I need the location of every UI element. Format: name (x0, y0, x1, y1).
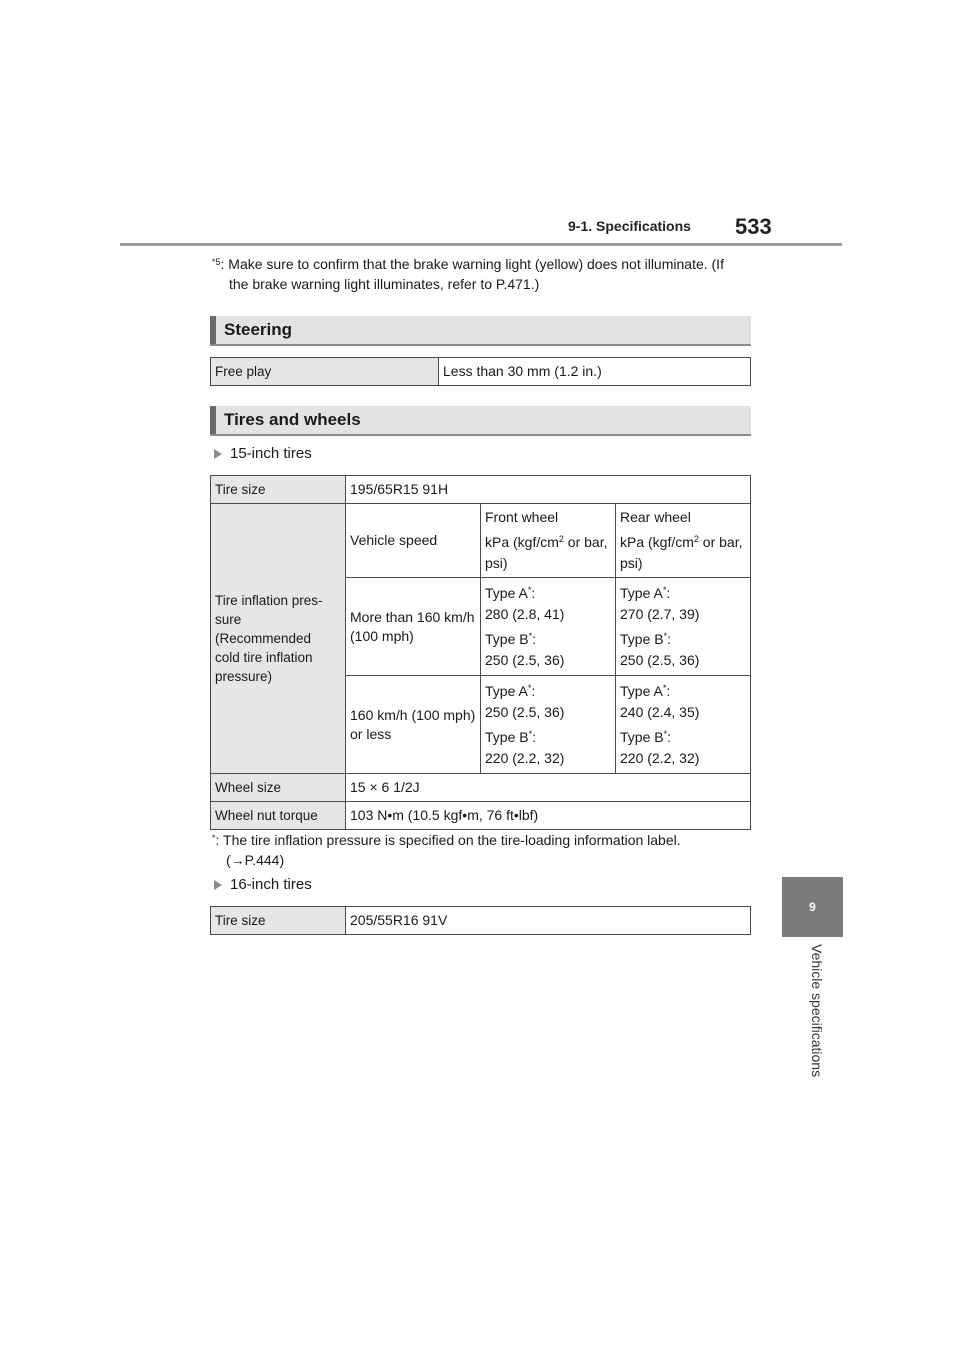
high-front-values: Type A*: 280 (2.8, 41) Type B*: 250 (2.5, 36) (481, 578, 616, 676)
steering-table (210, 357, 751, 386)
note-5 (212, 254, 752, 294)
wheel-size-label: Wheel size (211, 774, 346, 802)
speed-high: More than 160 km/h (100 mph) (346, 578, 481, 676)
tires-title: Tires and wheels (224, 410, 361, 429)
tires-16-table (210, 906, 751, 935)
note-text-2: the brake warning light illuminates, refer to P.471.) (229, 276, 540, 292)
footnote: *: The tire inflation pressure is specified on the tire-loading information label. (→P.444) (212, 830, 752, 870)
pressure-label: Tire inflation pres- sure (Recommended cold tire inflation pressure) (211, 504, 346, 774)
high-rear-values: Type A*: 270 (2.7, 39) Type B*: 250 (2.5, 36) (616, 578, 751, 676)
wheel-size-value: 15 × 6 1/2J (346, 774, 751, 802)
steering-title: Steering (224, 320, 293, 339)
footnote-marker: * (212, 833, 216, 843)
table-row (211, 476, 751, 504)
torque-value: 103 N•m (10.5 kgf•m, 76 ft•lbf) (346, 802, 751, 830)
triangle-bullet-icon (214, 449, 222, 459)
tires-heading (210, 406, 751, 436)
chapter-label: Vehicle specifications (809, 944, 825, 1078)
free-play-label: Free play (211, 358, 439, 386)
steering-heading (210, 316, 751, 346)
table-row (211, 504, 751, 578)
chapter-number: 9 (809, 900, 816, 914)
page-number: 533 (735, 214, 772, 239)
low-front-values: Type A*: 250 (2.5, 36) Type B*: 220 (2.2, 32) (481, 676, 616, 774)
table-row (211, 802, 751, 830)
note-text: : Make sure to confirm that the brake warning light (yellow) does not illuminate. (If (220, 256, 724, 272)
free-play-value: Less than 30 mm (1.2 in.) (439, 358, 751, 386)
tire-size-16-value: 205/55R16 91V (346, 907, 751, 935)
note-marker: *5 (212, 257, 221, 267)
bullet-16-inch: 16-inch tires (214, 876, 312, 893)
front-wheel-header: Front wheel kPa ($kgf/cm^2$ or bar, psi) (481, 504, 616, 578)
triangle-bullet-icon (214, 880, 222, 890)
low-rear-values: Type A*: 240 (2.4, 35) Type B*: 220 (2.2, 32) (616, 676, 751, 774)
tires-15-table (210, 475, 751, 830)
speed-low: 160 km/h (100 mph) or less (346, 676, 481, 774)
section-title: 9-1. Specifications (568, 218, 691, 234)
tire-size-16-label: Tire size (211, 907, 346, 935)
vehicle-speed-label: Vehicle speed (346, 504, 481, 578)
tire-size-value: 195/65R15 91H (346, 476, 751, 504)
rear-wheel-header: Rear wheel kPa ($kgf/cm^2$ or bar, psi) (616, 504, 751, 578)
footnote-ref[interactable]: (→P.444) (226, 852, 285, 868)
chapter-tab[interactable] (782, 877, 843, 937)
bullet-15-inch: 15-inch tires (214, 445, 312, 462)
torque-label: Wheel nut torque (211, 802, 346, 830)
table-row (211, 774, 751, 802)
table-row (211, 907, 751, 935)
unit-text: kPa ($kgf/cm^2$ or bar, psi) (485, 534, 608, 571)
table-row (211, 358, 751, 386)
tire-size-label: Tire size (211, 476, 346, 504)
unit-text: kPa ($kgf/cm^2$ or bar, psi) (620, 534, 743, 571)
header-rule (120, 243, 842, 246)
